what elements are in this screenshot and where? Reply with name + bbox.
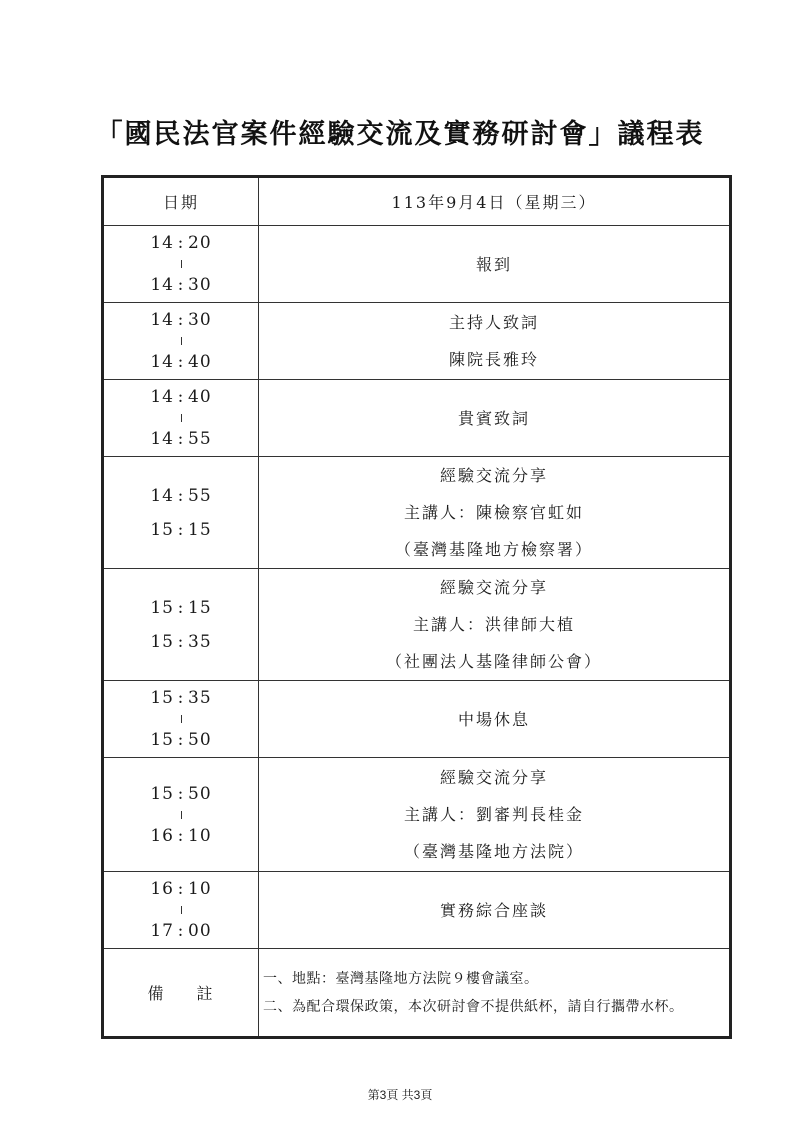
notes-row bbox=[103, 949, 731, 1038]
end-time: 14 : 55 bbox=[150, 429, 212, 449]
session-line: 主講人：劉審判長桂金 bbox=[403, 805, 584, 824]
date-value: 113年9月4日（星期三） bbox=[259, 177, 731, 226]
agenda-row bbox=[103, 226, 731, 303]
time-cell bbox=[103, 380, 259, 457]
page-footer: 第3頁 共3頁 bbox=[367, 1088, 433, 1102]
start-time: 14 : 30 bbox=[150, 310, 212, 330]
session-line: 經驗交流分享 bbox=[439, 578, 548, 597]
notes-label: 備 註 bbox=[103, 949, 259, 1038]
session-line: 經驗交流分享 bbox=[439, 466, 548, 485]
end-time: 15 : 50 bbox=[150, 730, 212, 750]
end-time: 14 : 40 bbox=[150, 352, 212, 372]
start-time: 14 : 40 bbox=[150, 387, 212, 407]
session-line: 實務綜合座談 bbox=[439, 900, 548, 920]
note-item: 一、地點：臺灣基隆地方法院９樓會議室。 bbox=[263, 970, 539, 987]
session-line: （臺灣基隆地方檢察署） bbox=[394, 540, 593, 559]
time-connector bbox=[181, 414, 182, 422]
start-time: 16 : 10 bbox=[150, 879, 212, 899]
date-label: 日期 bbox=[103, 177, 259, 226]
header-row bbox=[103, 177, 731, 226]
session-line: （臺灣基隆地方法院） bbox=[403, 842, 584, 861]
end-time: 16 : 10 bbox=[150, 825, 212, 846]
agenda-row bbox=[103, 681, 731, 758]
session-line: 陳院長雅玲 bbox=[448, 350, 539, 369]
session-cell bbox=[259, 872, 731, 949]
time-connector bbox=[181, 337, 182, 345]
note-item: 二、為配合環保政策，本次研討會不提供紙杯，請自行攜帶水杯。 bbox=[263, 998, 684, 1015]
session-cell bbox=[259, 303, 731, 380]
time-cell bbox=[103, 303, 259, 380]
end-time: 15 : 35 bbox=[150, 631, 212, 652]
agenda-row bbox=[103, 569, 731, 681]
session-cell bbox=[259, 226, 731, 303]
end-time: 15 : 15 bbox=[150, 519, 212, 540]
time-cell bbox=[103, 681, 259, 758]
notes-cell bbox=[259, 949, 731, 1038]
agenda-table bbox=[101, 175, 732, 1039]
time-cell bbox=[103, 872, 259, 949]
session-line: （社團法人基隆律師公會） bbox=[385, 652, 602, 671]
agenda-row bbox=[103, 303, 731, 380]
agenda-row bbox=[103, 457, 731, 569]
start-time: 15 : 15 bbox=[150, 597, 212, 618]
session-line: 貴賓致詞 bbox=[457, 408, 530, 428]
page-title: 「國民法官案件經驗交流及實務研討會」議程表 bbox=[95, 119, 705, 150]
agenda-row bbox=[103, 872, 731, 949]
start-time: 15 : 50 bbox=[150, 783, 212, 804]
time-connector bbox=[181, 260, 182, 268]
time-cell bbox=[103, 569, 259, 681]
session-line: 主講人：洪律師大植 bbox=[412, 615, 575, 634]
session-cell bbox=[259, 457, 731, 569]
agenda-row bbox=[103, 380, 731, 457]
session-line: 報到 bbox=[475, 254, 512, 274]
agenda-row bbox=[103, 758, 731, 872]
session-cell bbox=[259, 758, 731, 872]
start-time: 14 : 20 bbox=[150, 233, 212, 253]
time-cell bbox=[103, 226, 259, 303]
session-line: 經驗交流分享 bbox=[439, 768, 548, 787]
session-cell bbox=[259, 569, 731, 681]
session-line: 中場休息 bbox=[457, 709, 530, 729]
session-line: 主講人：陳檢察官虹如 bbox=[403, 503, 584, 522]
session-cell bbox=[259, 380, 731, 457]
end-time: 17 : 00 bbox=[150, 921, 212, 941]
time-connector bbox=[181, 811, 182, 819]
start-time: 14 : 55 bbox=[150, 485, 212, 506]
time-connector bbox=[181, 906, 182, 914]
start-time: 15 : 35 bbox=[150, 688, 212, 708]
time-connector bbox=[181, 715, 182, 723]
end-time: 14 : 30 bbox=[150, 275, 212, 295]
time-cell bbox=[103, 457, 259, 569]
session-line: 主持人致詞 bbox=[448, 313, 539, 332]
time-cell bbox=[103, 758, 259, 872]
session-cell bbox=[259, 681, 731, 758]
